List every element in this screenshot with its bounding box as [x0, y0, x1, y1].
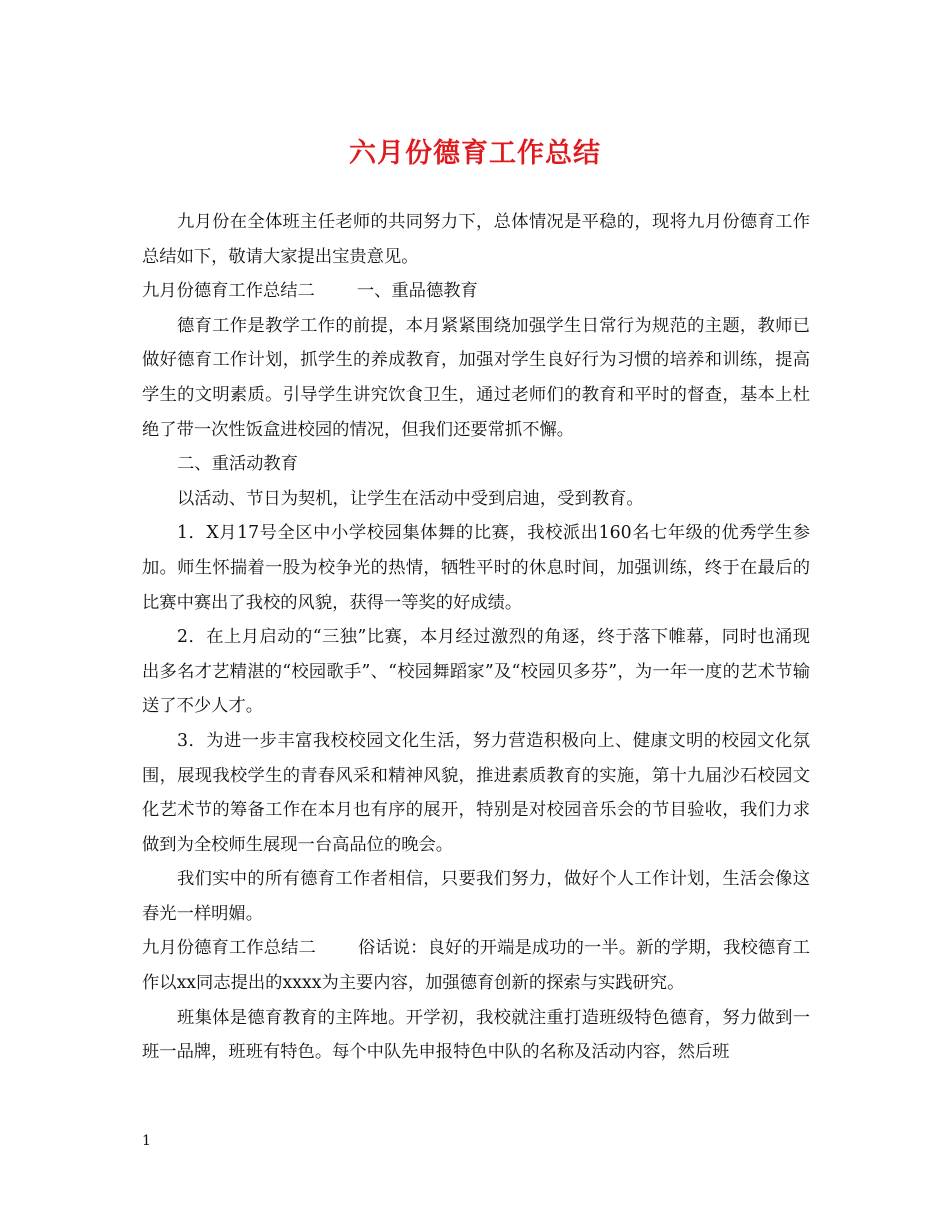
section-heading-text: 俗话说：良好的开端是成功的一半。新的学期，我校德育工作以xx同志提出的xxxx为主要内容，加强德育创新的探索与实践研究。	[142, 938, 810, 994]
paragraph-class-collective: 班集体是德育教育的主阵地。开学初，我校就注重打造班级特色德育，努力做到一班一品牌，班班有特色。每个中队先申报特色中队的名称及活动内容，然后班	[142, 1007, 810, 1063]
paragraph-activity-intro: 以活动、节日为契机，让学生在活动中受到启迪，受到教育。	[177, 488, 644, 509]
paragraph-intro: 九月份在全体班主任老师的共同努力下，总体情况是平稳的，现将九月份德育工作总结如下，敬请大家提出宝贵意见。	[142, 212, 810, 267]
paragraph-activity-heading: 二、重活动教育	[177, 454, 298, 475]
paragraph-item-2: 2．在上月启动的“三独”比赛，本月经过激烈的角逐，终于落下帷幕，同时也涌现出多名才艺精湛的“校园歌手”、“校园舞蹈家”及“校园贝多芬”，为一年一度的艺术节输送了不少人才。	[142, 627, 810, 717]
paragraph-item-3: 3．为进一步丰富我校校园文化生活，努力营造积极向上、健康文明的校园文化氛围，展现我校学生的青春风采和精神风貌，推进素质教育的实施，第十九届沙石校园文化艺术节的筹备工作在本月也有序的展开，特别是对校园音乐会的节目验收，我们力求做到为全校师生展现一台高品位的晚会。	[142, 730, 810, 855]
paragraph-item-1: 1．X月17号全区中小学校园集体舞的比赛，我校派出160名七年级的优秀学生参加。师生怀揣着一股为校争光的热情，牺牲平时的休息时间，加强训练，终于在最后的比赛中赛出了我校的风貌，获得一等奖的好成绩。	[142, 523, 810, 613]
page-number: 1	[142, 1133, 151, 1149]
document-title: 六月份德育工作总结	[349, 138, 601, 169]
paragraph-moral-education: 德育工作是教学工作的前提，本月紧紧围绕加强学生日常行为规范的主题，教师已做好德育工作计划，抓学生的养成教育，加强对学生良好行为习惯的培养和训练，提高学生的文明素质。引导学生讲究饮食卫生，通过老师们的教育和平时的督查，基本上杜绝了带一次性饭盒进校园的情况，但我们还要常抓不懈。	[142, 315, 810, 440]
paragraph-conclusion: 我们实中的所有德育工作者相信，只要我们努力，做好个人工作计划，生活会像这春光一样明媚。	[142, 869, 810, 924]
section-heading-text: 一、重品德教育	[356, 281, 478, 302]
paragraph-section-heading-2	[142, 931, 810, 1000]
paragraph-section-heading-1	[142, 274, 810, 309]
section-label: 九月份德育工作总结二	[142, 281, 315, 302]
section-label: 九月份德育工作总结二	[142, 938, 316, 959]
document-body	[142, 205, 810, 1070]
